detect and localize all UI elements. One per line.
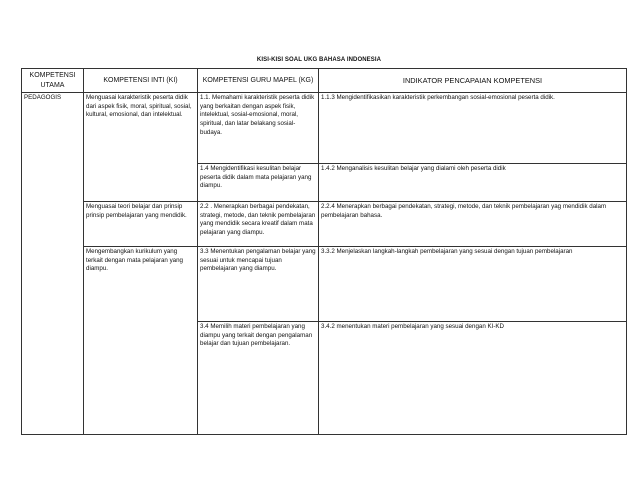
kg-cell: 2.2 . Menerapkan berbagai pendekatan, strategi, metode, dan teknik pembelajaran yang mendidik secara kreatif dalam mata pelajaran yang diampu. — [198, 202, 319, 247]
ipk-cell: 3.3.2 Menjelaskan langkah-langkah pembelajaran yang sesuai dengan tujuan pembelajaran — [319, 247, 627, 322]
ipk-cell: 2.2.4 Menerapkan berbagai pendekatan, strategi, metode, dan teknik pembelajaran yag mendidik dalam pembelajaran bahasa. — [319, 202, 627, 247]
kg-cell: 3.3 Menentukan pengalaman belajar yang sesuai untuk mencapai tujuan pembelajaran yang diampu. — [198, 247, 319, 322]
competency-table — [21, 68, 627, 435]
kg-cell: 1.4 Mengidentifikasi kesulitan belajar peserta didik dalam mata pelajaran yang diampu. — [198, 164, 319, 202]
ki-cell: Menguasai karakteristik peserta didik dari aspek fisik, moral, spiritual, sosial, kultural, emosional, dan intelektual. — [84, 93, 198, 202]
ki-cell: Mengembangkan kurikulum yang terkait dengan mata pelajaran yang diampu. — [84, 247, 198, 435]
ipk-cell: 1.4.2 Menganalisis kesulitan belajar yang dialami oleh peserta didik — [319, 164, 627, 202]
table-row — [22, 247, 627, 322]
kompetensi-utama-cell: PEDAGOGIS — [22, 93, 84, 435]
ipk-cell: 1.1.3 Mengidentifikasikan karakteristik perkembangan sosial-emosional peserta didik. — [319, 93, 627, 164]
table-header-row — [22, 69, 627, 93]
kg-cell: 1.1. Memahami karakteristik peserta didik yang berkaitan dengan aspek fisik, intelektual, sosial-emosional, moral, spiritual, dan latar belakang sosial-budaya. — [198, 93, 319, 164]
table-row — [22, 202, 627, 247]
document-title: KISI-KISI SOAL UKG BAHASA INDONESIA — [256, 57, 382, 63]
header-kompetensi-guru-mapel: KOMPETENSI GURU MAPEL (KG) — [198, 69, 319, 93]
header-kompetensi-utama: KOMPETENSI UTAMA — [22, 69, 84, 93]
ki-cell: Menguasai teori belajar dan prinsip prinsip pembelajaran yang mendidik. — [84, 202, 198, 247]
kg-cell: 3.4 Memilih materi pembelajaran yang diampu yang terkait dengan pengalaman belajar dan tujuan pembelajaran. — [198, 322, 319, 435]
table-row — [22, 93, 627, 164]
header-kompetensi-inti: KOMPETENSI INTI (KI) — [84, 69, 198, 93]
header-indikator: INDIKATOR PENCAPAIAN KOMPETENSI — [319, 69, 627, 93]
ipk-cell: 3.4.2 menentukan materi pembelajaran yang sesuai dengan KI-KD — [319, 322, 627, 435]
